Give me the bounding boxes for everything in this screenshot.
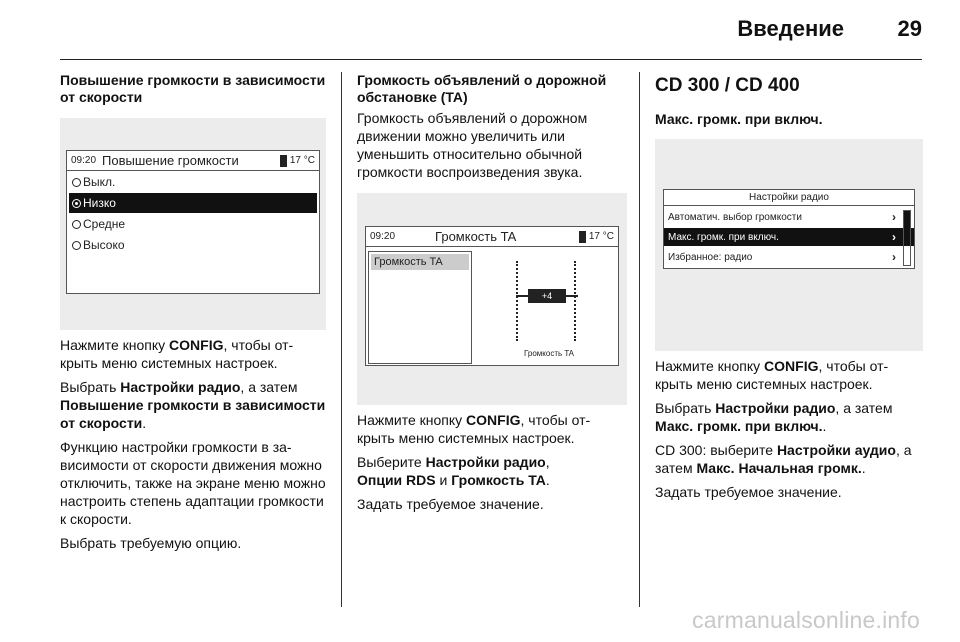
option-medium[interactable]: Средне	[69, 214, 317, 234]
radio-selected-icon	[72, 199, 81, 208]
paragraph-select: Выберите Настройки радио, Опции RDS и Громкость TA.	[357, 454, 550, 488]
screen-title: Громкость TA	[435, 229, 517, 244]
thermometer-icon	[579, 231, 586, 243]
option-off[interactable]: Выкл.	[69, 172, 317, 192]
screenshot-speed-volume	[60, 118, 326, 330]
menu-item-auto-volume[interactable]: Автоматич. выбор громкости ›	[668, 210, 896, 224]
chevron-right-icon: ›	[892, 230, 896, 244]
paragraph-set-value: Задать требуемое значение.	[357, 496, 544, 512]
thermometer-icon	[280, 155, 287, 167]
status-bar	[366, 227, 618, 247]
radio-icon	[72, 220, 81, 229]
volume-slider[interactable]	[516, 261, 578, 341]
chevron-right-icon: ›	[892, 210, 896, 224]
status-bar	[67, 151, 319, 171]
radio-icon	[72, 241, 81, 250]
heading-cd300: CD 300 / CD 400	[655, 75, 800, 96]
clock: 09:20	[370, 231, 396, 242]
subheading-max-volume: Макс. громк. при включ.	[655, 111, 823, 127]
paragraph-select: Выбрать Настройки радио, а затем Макс. громк. при включ..	[655, 400, 893, 434]
screenshot-ta-volume	[357, 193, 627, 405]
screen-title: Повышение громкости	[102, 153, 239, 168]
chevron-right-icon: ›	[892, 250, 896, 264]
watermark: carmanualsonline.info	[692, 607, 920, 633]
paragraph-select: Выбрать Настройки радио, а затем Повышение громкости в зависимости от скорости.	[60, 379, 326, 431]
paragraph-choose: Выбрать требуемую опцию.	[60, 535, 242, 551]
paragraph-config: Нажмите кнопку CONFIG, чтобы от-крыть меню системных настроек.	[60, 337, 294, 371]
menu-item-favourites[interactable]: Избранное: радио ›	[668, 250, 896, 264]
display-screen	[663, 189, 915, 269]
section-title: Введение	[737, 16, 844, 41]
column-speed-volume	[60, 72, 326, 552]
display-screen	[365, 226, 619, 366]
page-header	[60, 0, 922, 60]
paragraph-config: Нажмите кнопку CONFIG, чтобы от-крыть меню системных настроек.	[357, 412, 591, 446]
menu-panel	[368, 251, 472, 364]
option-high[interactable]: Высоко	[69, 235, 317, 255]
temperature: 17 °C	[289, 155, 315, 166]
paragraph-config: Нажмите кнопку CONFIG, чтобы от-крыть меню системных настроек.	[655, 358, 889, 392]
column-ta-volume	[357, 72, 627, 513]
slider-value: +4	[528, 289, 566, 303]
clock: 09:20	[71, 155, 97, 166]
temperature: 17 °C	[588, 231, 614, 242]
radio-icon	[72, 178, 81, 187]
slider-caption: Громкость TA	[524, 349, 575, 358]
heading-ta-volume: Громкость объявлений о дорожной обстановке (TA)	[357, 72, 607, 105]
paragraph-cd300: CD 300: выберите Настройки аудио, а затем Макс. Начальная громк..	[655, 442, 912, 476]
screen-title: Настройки радио	[664, 190, 914, 206]
paragraph-intro: Громкость объявлений о дорожном движении можно увеличить или уменьшить относительно обычной громкости воспроизведения звука.	[357, 110, 588, 180]
screenshot-radio-settings	[655, 139, 923, 351]
page-number: 29	[897, 16, 922, 41]
paragraph-description: Функцию настройки громкости в за-висимости от скорости движения можно отключить, также на экране меню можно настроить степень адаптации громкости к скорости.	[60, 439, 326, 527]
paragraph-set-value: Задать требуемое значение.	[655, 484, 842, 500]
menu-item-max-volume[interactable]: Макс. громк. при включ. ›	[664, 228, 914, 246]
menu-item-ta-volume[interactable]: Громкость TA	[371, 254, 469, 270]
scrollbar[interactable]	[903, 210, 911, 266]
column-cd300	[655, 72, 923, 501]
heading-speed-volume: Повышение громкости в зависимости от скорости	[60, 72, 326, 105]
column-divider-1	[341, 72, 342, 607]
column-divider-2	[639, 72, 640, 607]
option-low[interactable]: Низко	[69, 193, 317, 213]
display-screen	[66, 150, 320, 294]
